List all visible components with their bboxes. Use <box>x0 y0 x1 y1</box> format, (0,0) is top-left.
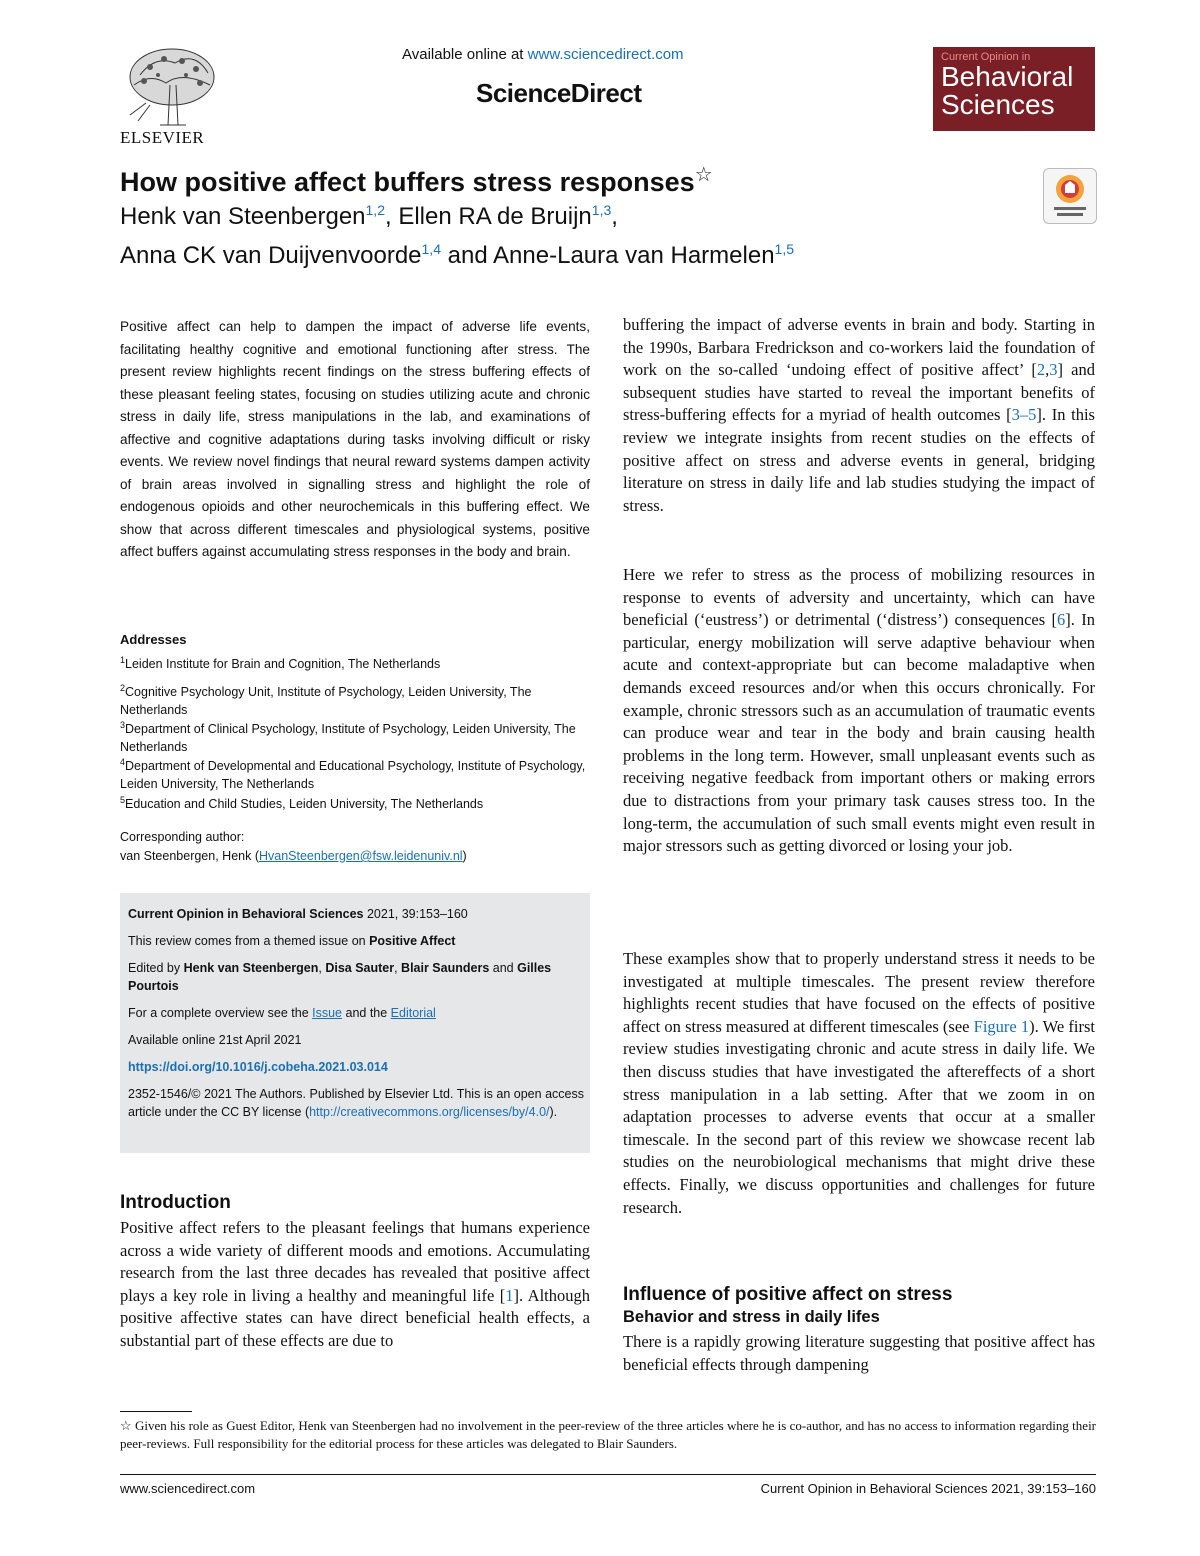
editor-name: Henk van Steenbergen <box>183 961 319 975</box>
body-text: ). We first review studies investigating chronic and acute stress in daily life. We then discuss studies that have investigated the aftereffects of a short stress manipulation in a lab setting. After that we zoom in on adaptation processes to adverse events that occur at a smaller timescale. In the second part of this review we showcase recent lab studies on the neurobiological mechanisms that might drive these effects. Finally, we discuss opportunities and challenges for future research. <box>623 1016 1095 1217</box>
footer-citation: Current Opinion in Behavioral Sciences 2021, 39:153–160 <box>760 1481 1096 1496</box>
footnote-star: ☆ <box>120 1418 132 1433</box>
author-2-affil[interactable]: 1,3 <box>591 202 612 218</box>
ref-1-link[interactable]: 1 <box>505 1285 514 1305</box>
journal-logo-small: Current Opinion in <box>941 51 1031 63</box>
ref-6-link[interactable]: 6 <box>1057 610 1066 630</box>
address-text: Leiden Institute for Brain and Cognition, The Netherlands <box>125 657 441 672</box>
ref-2-link[interactable]: 2 <box>1036 360 1046 380</box>
authors-line-2 <box>120 232 794 273</box>
address-sup: 5 <box>120 795 126 805</box>
title-footnote-star[interactable]: ☆ <box>694 164 713 186</box>
journal-logo-line1: Behavioral <box>941 61 1074 92</box>
body-text: Here we refer to stress as the process of mobilizing resources in response to events of adversity and uncertainty, which can have beneficial (‘eustress’) or detrimental (‘distress’) consequences [ <box>623 565 1095 630</box>
license-close: ). <box>549 1105 558 1119</box>
footnote <box>120 1417 1096 1453</box>
corresponding-close: ) <box>462 849 467 863</box>
publisher-name: ELSEVIER <box>120 128 205 147</box>
corresponding-email-link[interactable]: HvanSteenbergen@fsw.leidenuniv.nl <box>258 849 463 863</box>
address-sup: 2 <box>120 683 126 693</box>
footnote-text: Given his role as Guest Editor, Henk van Steenbergen had no involvement in the peer-review of the three articles where he is co-author, and has no access to information regarding their peer-reviews. Full responsibility for the editorial process for these articles was delegated to Blair Saunders. <box>120 1418 1097 1451</box>
editor-sep: , <box>394 961 402 975</box>
address-5 <box>120 791 590 813</box>
overview-prefix: For a complete overview see the <box>128 1006 313 1020</box>
address-sup: 3 <box>120 720 126 730</box>
corresponding-name: van Steenbergen, Henk ( <box>120 849 259 863</box>
corresponding-label: Corresponding author: <box>120 830 245 844</box>
body-text: These examples show that to properly understand stress it needs to be investigated at multiple timescales. The present review therefore highlights recent studies that have focused on the effects of positive affect on stress measured at different timescales (see <box>623 949 1095 1036</box>
author-sep: and <box>440 242 494 269</box>
authors-line-1 <box>120 193 618 234</box>
editorial-link[interactable]: Editorial <box>390 1006 436 1020</box>
right-paragraph-1 <box>623 314 1095 517</box>
address-text: Cognitive Psychology Unit, Institute of Psychology, Leiden University, The Netherlands <box>120 685 532 718</box>
sciencedirect-link[interactable]: www.sciencedirect.com <box>527 46 684 63</box>
body-text: ] and subsequent studies have started to reveal the important benefits of stress-buffering effects for a myriad of health outcomes [ <box>623 360 1095 425</box>
body-text: , <box>1045 360 1050 380</box>
intro-paragraph <box>120 1217 590 1353</box>
address-1 <box>120 651 590 673</box>
body-text: buffering the impact of adverse events in brain and body. Starting in the 1990s, Barbara Fredrickson and co-workers laid the foundation of work on the so-called ‘undoing effect of positive affect’ [ <box>623 315 1095 380</box>
editor-sep: , <box>318 961 326 975</box>
intro-text: Positive affect refers to the pleasant feelings that humans experience across a wide variety of different moods and emotions. Accumulating research from the last three decades has revealed that positive affect plays a key role in living a healthy and meaningful life [ <box>120 1218 590 1305</box>
figure-1-link[interactable]: Figure 1 <box>973 1016 1030 1036</box>
author-2[interactable]: Ellen RA de Bruijn <box>398 203 592 230</box>
author-sep: , <box>611 203 618 230</box>
available-prefix: Available online at <box>402 46 528 63</box>
address-text: Education and Child Studies, Leiden University, The Netherlands <box>125 797 484 812</box>
infobox-journal: Current Opinion in Behavioral Sciences <box>128 907 364 921</box>
ref-3-5-link[interactable]: 3–5 <box>1011 405 1037 425</box>
body-text: ]. In this review we integrate insights from recent studies on the effects of positive affect on stress and adverse events in general, bridging literature on stress in daily life and lab studies studying the impact of stress. <box>623 405 1095 515</box>
footnote-divider <box>120 1411 192 1412</box>
author-sep: , <box>384 203 399 230</box>
infobox-available: Available online 21st April 2021 <box>128 1033 302 1047</box>
infobox-edited-prefix: Edited by <box>128 961 184 975</box>
editor-name: Disa Sauter <box>325 961 395 975</box>
intro-text: ]. Although positive affective states can have direct beneficial health effects, a substantial part of these effects are due to <box>120 1285 590 1350</box>
abstract: Positive affect can help to dampen the impact of adverse life events, facilitating healthy cognitive and emotional functioning after stress. The present review highlights recent findings on the stress buffering effects of these pleasant feeling states, focusing on studies utilizing acute and chronic stress in daily life, stress manipulations in the lab, and examinations of affective and cognitive adaptations during tasks involving difficult or risky events. We review novel findings that neural reward systems dampen activity of brain areas involved in signalling stress and highlight the role of endogenous opioids and other neurochemicals in this buffering effect. We show that across different timescales and physiological systems, positive affect buffers against accumulating stress responses in the body and brain. <box>120 319 590 559</box>
address-text: Department of Clinical Psychology, Institute of Psychology, Leiden University, The Netherlands <box>120 722 576 755</box>
address-2 <box>120 679 590 719</box>
author-4[interactable]: Anne-Laura van Harmelen <box>493 242 775 269</box>
issue-link[interactable]: Issue <box>312 1006 343 1020</box>
author-3[interactable]: Anna CK van Duijvenvoorde <box>120 242 422 269</box>
right-paragraph-3 <box>623 948 1095 1219</box>
address-sup: 4 <box>120 757 126 767</box>
footer-divider <box>120 1474 1096 1475</box>
overview-mid: and the <box>342 1006 391 1020</box>
footer-url[interactable]: www.sciencedirect.com <box>120 1481 256 1496</box>
author-4-affil[interactable]: 1,5 <box>774 241 795 257</box>
journal-logo <box>933 47 1095 131</box>
license-text: 2352-1546/© 2021 The Authors. Published by Elsevier Ltd. This is an open access article under the CC BY license ( <box>128 1087 584 1119</box>
address-text: Department of Developmental and Educational Psychology, Institute of Psychology, Leiden University, The Netherlands <box>120 759 586 792</box>
article-info-box <box>120 893 590 1153</box>
journal-logo-line2: Sciences <box>941 89 1055 120</box>
infobox-journal-ref: 2021, 39:153–160 <box>363 907 468 921</box>
subsection-heading: Behavior and stress in daily lifes <box>623 1308 880 1326</box>
ref-3-link[interactable]: 3 <box>1049 360 1058 380</box>
address-3 <box>120 716 590 756</box>
editor-sep: and <box>489 961 518 975</box>
address-4 <box>120 753 590 793</box>
addresses-heading: Addresses <box>120 632 187 647</box>
editor-name: Blair Saunders <box>401 961 490 975</box>
author-1[interactable]: Henk van Steenbergen <box>120 203 366 230</box>
right-paragraph-4: There is a rapidly growing literature suggesting that positive affect has beneficial effects through dampening <box>623 1332 1095 1374</box>
editor-name: Gilles Pourtois <box>128 961 552 993</box>
author-3-affil[interactable]: 1,4 <box>421 241 441 257</box>
infobox-issue-topic: Positive Affect <box>369 934 456 948</box>
address-sup: 1 <box>120 655 126 665</box>
right-paragraph-2 <box>623 564 1095 858</box>
check-for-updates-icon[interactable] <box>1043 168 1097 224</box>
article-title: How positive affect buffers stress responses <box>120 167 695 197</box>
infobox-issue-prefix: This review comes from a themed issue on <box>128 934 370 948</box>
section-heading: Influence of positive affect on stress <box>623 1284 953 1305</box>
author-1-affil[interactable]: 1,2 <box>365 202 385 218</box>
doi-link[interactable]: https://doi.org/10.1016/j.cobeha.2021.03.014 <box>128 1060 388 1074</box>
available-online <box>402 46 684 63</box>
license-link[interactable]: http://creativecommons.org/licenses/by/4.0/ <box>309 1105 550 1119</box>
intro-heading: Introduction <box>120 1192 231 1213</box>
body-text: ]. In particular, energy mobilization will serve adaptive behaviour when acute and context-appropriate but can become maladaptive when demands exceed resources and/or when this occurs chronically. For example, chronic stressors such as an accumulation of traumatic events can produce wear and tear in the body and brain causing health problems in the long term. However, small unpleasant events such as receiving negative feedback from important others or making errors due to distractions from your primary task causes stress too. In the long-term, the accumulation of such small events might even result in major stressors such as getting divorced or losing your job. <box>623 610 1095 856</box>
sciencedirect-brand: ScienceDirect <box>476 78 642 108</box>
corresponding-author <box>120 828 590 866</box>
